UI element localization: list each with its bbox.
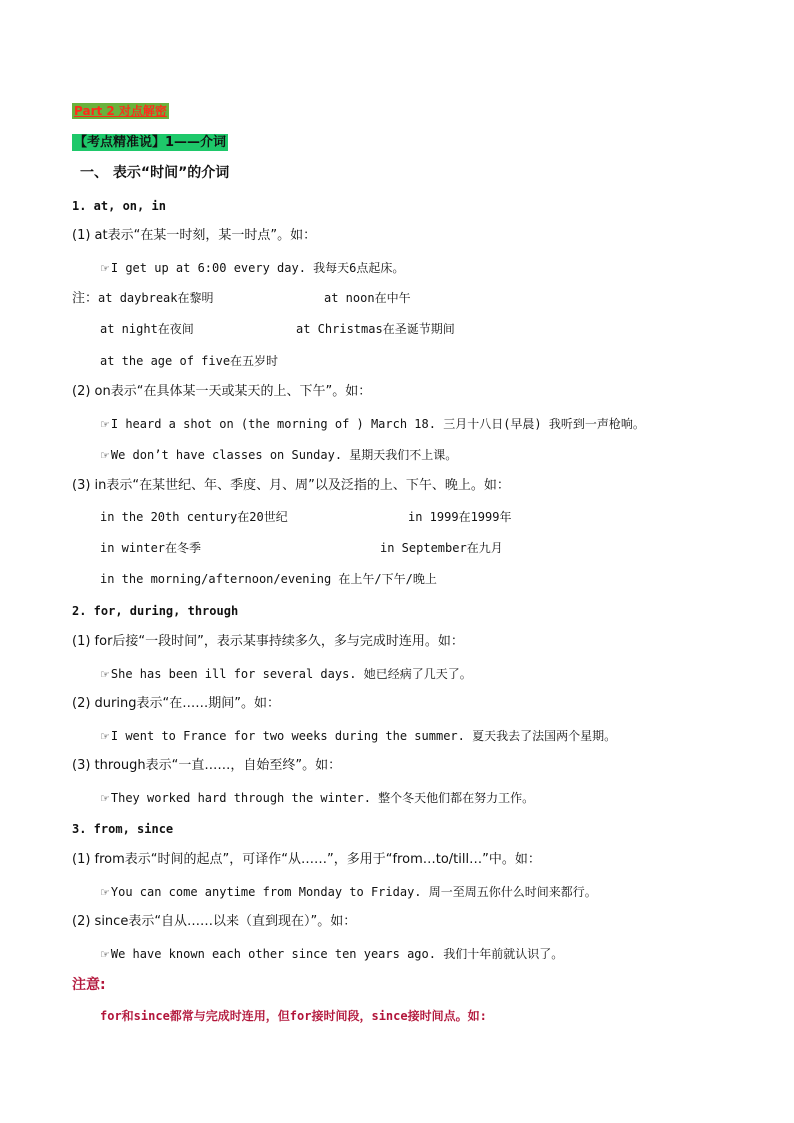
example-text: I heard a shot on (the morning of ) March 18. 三月十八日(早晨) 我听到一声枪响。 <box>110 417 645 431</box>
pointing-hand-icon: ☞ <box>100 730 110 743</box>
s1-note-item-noon: at noon在中午 <box>324 291 411 305</box>
section-3-title: 3. from, since <box>72 822 174 836</box>
section-1-title: 1. at, on, in <box>72 199 166 213</box>
s3-example-1 <box>100 884 597 901</box>
s2-point-2: (2) during表示“在……期间”。如： <box>72 696 280 711</box>
example-text: We have known each other since ten years ago. 我们十年前就认识了。 <box>110 947 564 961</box>
pointing-hand-icon: ☞ <box>100 262 110 275</box>
example-text: I get up at 6:00 every day. 我每天6点起床。 <box>110 261 405 275</box>
s1-in-item-september: in September在九月 <box>380 541 503 555</box>
s1-example-3 <box>100 447 457 464</box>
example-text: They worked hard through the winter. 整个冬天他们都在努力工作。 <box>110 791 535 805</box>
note-label: 注： <box>72 291 99 306</box>
s2-example-2 <box>100 728 616 745</box>
pointing-hand-icon: ☞ <box>100 886 110 899</box>
s1-example-2 <box>100 416 645 433</box>
heading-time-prepositions: 一、 表示“时间”的介词 <box>80 165 230 181</box>
pointing-hand-icon: ☞ <box>100 948 110 961</box>
section-2-title: 2. for, during, through <box>72 604 239 618</box>
s1-point-3: (3) in表示“在某世纪、年、季度、月、周”以及泛指的上、下午、晚上。如： <box>72 478 510 493</box>
example-text: You can come anytime from Monday to Friday. 周一至周五你什么时间来都行。 <box>110 885 597 899</box>
part-title-row <box>72 103 169 119</box>
example-text: I went to France for two weeks during the summer. 夏天我去了法国两个星期。 <box>110 729 617 743</box>
s1-in-item-day-parts: in the morning/afternoon/evening 在上午/下午/晚上 <box>100 572 437 586</box>
s1-point-1: (1) at表示“在某一时刻，某一时点”。如： <box>72 228 317 243</box>
s3-point-2: (2) since表示“自从……以来（直到现在）”。如： <box>72 914 357 929</box>
s2-point-3: (3) through表示“一直……，自始至终”。如： <box>72 758 342 773</box>
part-title: Part 2 对点解密 <box>74 104 167 118</box>
s1-in-item-century: in the 20th century在20世纪 <box>100 510 288 524</box>
example-text: She has been ill for several days. 她已经病了几天了。 <box>110 667 472 681</box>
s1-in-item-winter: in winter在冬季 <box>100 541 202 555</box>
s1-note-item-christmas: at Christmas在圣诞节期间 <box>296 322 455 336</box>
pointing-hand-icon: ☞ <box>100 792 110 805</box>
s1-note-item-night: at night在夜间 <box>100 322 194 336</box>
s1-note-item-age: at the age of five在五岁时 <box>100 354 279 368</box>
section-tag: 【考点精准说】1——介词 <box>74 135 227 150</box>
s1-in-item-year: in 1999在1999年 <box>408 510 512 524</box>
pointing-hand-icon: ☞ <box>100 418 110 431</box>
s1-example-1 <box>100 260 404 277</box>
s2-example-3 <box>100 790 534 807</box>
note-item: at daybreak在黎明 <box>98 291 214 305</box>
example-text: We don’t have classes on Sunday. 星期天我们不上课。 <box>110 448 458 462</box>
s3-point-1: (1) from表示“时间的起点”，可译作“从……”，多用于“from…to/till…”中。如： <box>72 852 541 867</box>
s2-point-1: (1) for后接“一段时间”，表示某事持续多久，多与完成时连用。如： <box>72 634 464 649</box>
attention-text: for和since都常与完成时连用，但for接时间段，since接时间点。如: <box>100 1009 487 1023</box>
section-tag-row <box>72 134 228 151</box>
s1-point-2: (2) on表示“在具体某一天或某天的上、下午”。如： <box>72 384 372 399</box>
s1-note-row-1 <box>72 290 214 307</box>
pointing-hand-icon: ☞ <box>100 449 110 462</box>
pointing-hand-icon: ☞ <box>100 668 110 681</box>
s2-example-1 <box>100 666 472 683</box>
s3-example-2 <box>100 946 563 963</box>
attention-label: 注意: <box>72 977 106 993</box>
